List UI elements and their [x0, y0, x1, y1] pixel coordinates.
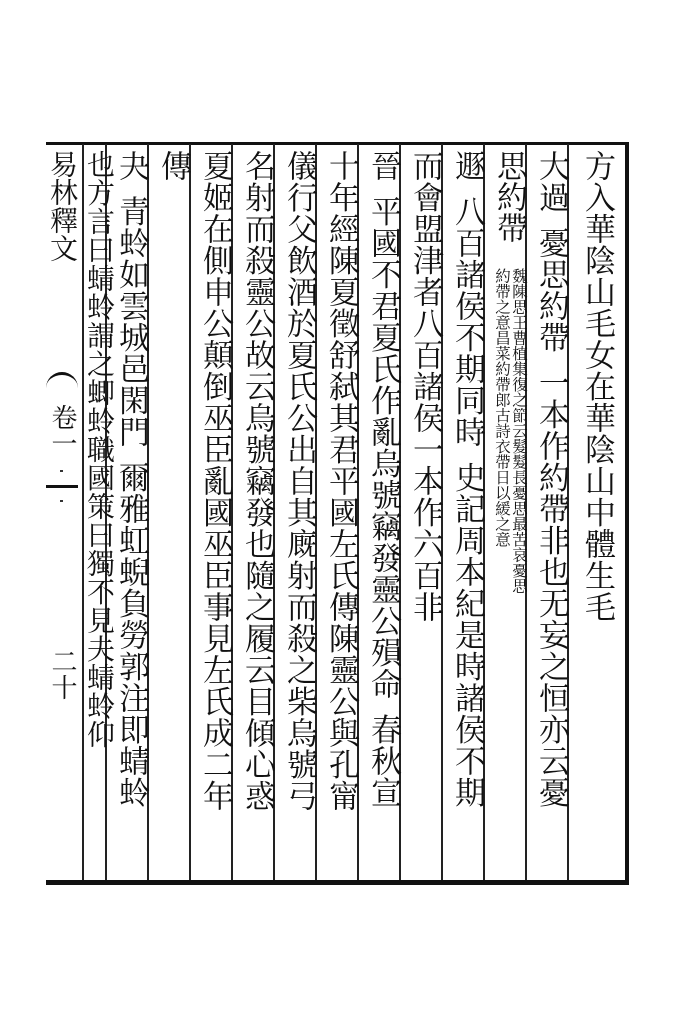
hexagram-name: 晉 [365, 150, 401, 182]
margin-dash-mark [60, 470, 63, 472]
verse-text: 青蛉如雲城邑閑門 [113, 195, 149, 448]
text-column-4 [449, 150, 485, 875]
text-column-3 [491, 150, 527, 875]
bottom-border-line [46, 880, 628, 885]
margin-book-title: 易林釋文 [46, 150, 79, 262]
text-column-7 [323, 150, 359, 875]
margin-volume-label: 卷一 [46, 372, 78, 488]
column-text: 夏姬在側申公顛倒巫臣亂國巫臣事見左氏成二年 [197, 150, 233, 812]
commentary-text: 一本作約帶非也无妄之恒亦云憂 [533, 367, 569, 808]
commentary-text: 爾雅虹蜺負勞郭注即蜻蛉 [113, 461, 149, 808]
interlinear-note [493, 268, 527, 880]
margin-dash-mark [60, 500, 63, 502]
margin-page-number: 二十 [47, 648, 77, 700]
text-column-11 [155, 150, 191, 875]
commentary-text: 春秋宣 [365, 713, 401, 808]
interlinear-note-right-line: 魏陳思王曹植集復之節云髮髮長憂思最苦哀憂思 [510, 268, 528, 594]
column-text: 儀行父飲酒於夏氏公出自其廐射而殺之柴烏號弓 [281, 150, 317, 812]
commentary-text: 史記周本紀是時諸侯不期 [449, 461, 485, 808]
verse-text: 八百諸侯不期同時 [449, 195, 485, 448]
text-column-6 [365, 150, 401, 875]
column-text: 名射而殺靈公故云烏號竊發也隨之履云目傾心惑 [239, 150, 275, 812]
text-column-2 [533, 150, 569, 875]
column-text: 而會盟津者八百諸侯一本作六百非 [407, 150, 443, 623]
text-column-10 [197, 150, 233, 875]
column-text: 方入華陰山毛女在華陰山中體生毛 [579, 150, 615, 623]
text-column-8 [281, 150, 317, 875]
text-column-5 [407, 150, 443, 875]
verse-text: 憂思約帶 [533, 227, 569, 353]
interlinear-note-left-line: 約帶之意昌菜約帶郎古詩衣帶日以緩之意 [493, 268, 511, 547]
top-border-line [46, 142, 628, 145]
column-text-large: 思約帶 [491, 150, 527, 243]
text-column-1 [579, 150, 615, 875]
column-text: 十年經陳夏徵舒弑其君平國左氏傳陳靈公與孔甯 [323, 150, 359, 812]
hexagram-name: 夬 [113, 150, 149, 182]
hexagram-name: 大過 [533, 150, 569, 213]
hexagram-name: 遯 [449, 150, 485, 182]
text-column-12 [113, 150, 149, 875]
right-border-line [625, 142, 629, 885]
text-column-9 [239, 150, 275, 875]
column-text: 也方言曰蜻蛉謂之蝍蛉職國策曰獨不見夫蜻蛉仰 [83, 150, 116, 749]
verse-text: 平國不君夏氏作亂烏號竊發靈公殞命 [365, 195, 401, 700]
column-text: 傳 [155, 150, 191, 182]
text-column-13 [83, 150, 117, 875]
